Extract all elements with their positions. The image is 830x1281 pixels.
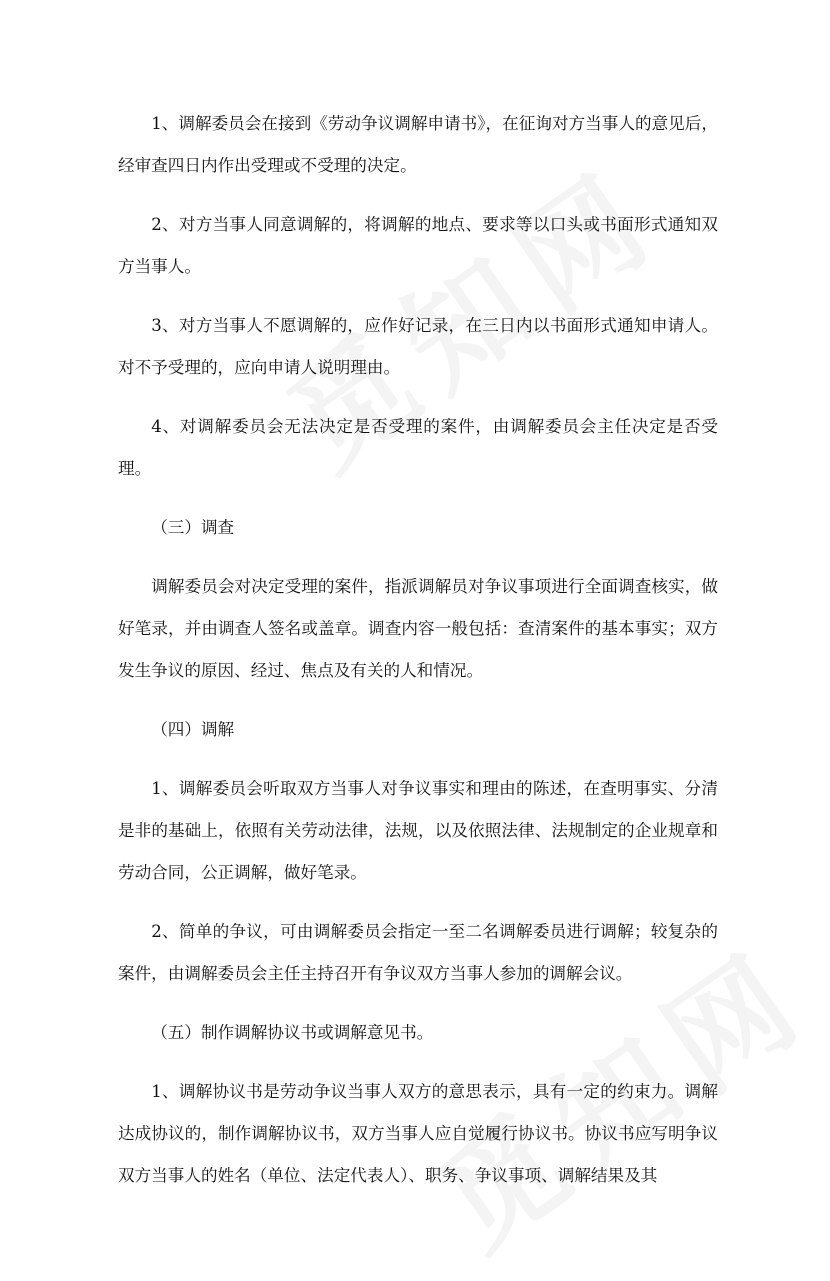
section-heading-agreement: （五）制作调解协议书或调解意见书。 — [151, 1023, 434, 1042]
paragraph-mediation-2: 2、简单的争议，可由调解委员会指定一至二名调解委员进行调解；较复杂的案件，由调解委员会主任主持召开有争议双方当事人参加的调解会议。 — [118, 922, 718, 983]
paragraph-agreement-1: 1、调解协议书是劳动争议当事人双方的意思表示，具有一定的约束力。调解达成协议的，制作调解协议书，双方当事人应自觉履行协议书。协议书应写明争议双方当事人的姓名（单位、法定代表人）、职务、争议事项、调解结果及其 — [118, 1082, 718, 1185]
section-heading-mediation: （四）调解 — [151, 720, 235, 739]
section-heading-investigation: （三）调查 — [151, 518, 235, 537]
paragraph-investigation: 调解委员会对决定受理的案件，指派调解员对争议事项进行全面调查核实，做好笔录，并由调查人签名或盖章。调查内容一般包括：查清案件的基本事实；双方发生争议的原因、经过、焦点及有关的人和情况。 — [118, 577, 718, 680]
paragraph-item-1: 1、调解委员会在接到《劳动争议调解申请书》，在征询对方当事人的意见后，经审查四日内作出受理或不受理的决定。 — [118, 114, 718, 175]
document-body — [118, 103, 718, 1214]
paragraph-item-2: 2、对方当事人同意调解的，将调解的地点、要求等以口头或书面形式通知双方当事人。 — [118, 215, 718, 276]
paragraph-mediation-1: 1、调解委员会听取双方当事人对争议事实和理由的陈述，在查明事实、分清是非的基础上，依照有关劳动法律，法规，以及依照法律、法规制定的企业规章和劳动合同，公正调解，做好笔录。 — [118, 779, 718, 882]
paragraph-item-3: 3、对方当事人不愿调解的，应作好记录，在三日内以书面形式通知申请人。对不予受理的，应向申请人说明理由。 — [118, 316, 718, 377]
paragraph-item-4: 4、对调解委员会无法决定是否受理的案件，由调解委员会主任决定是否受理。 — [118, 417, 718, 478]
